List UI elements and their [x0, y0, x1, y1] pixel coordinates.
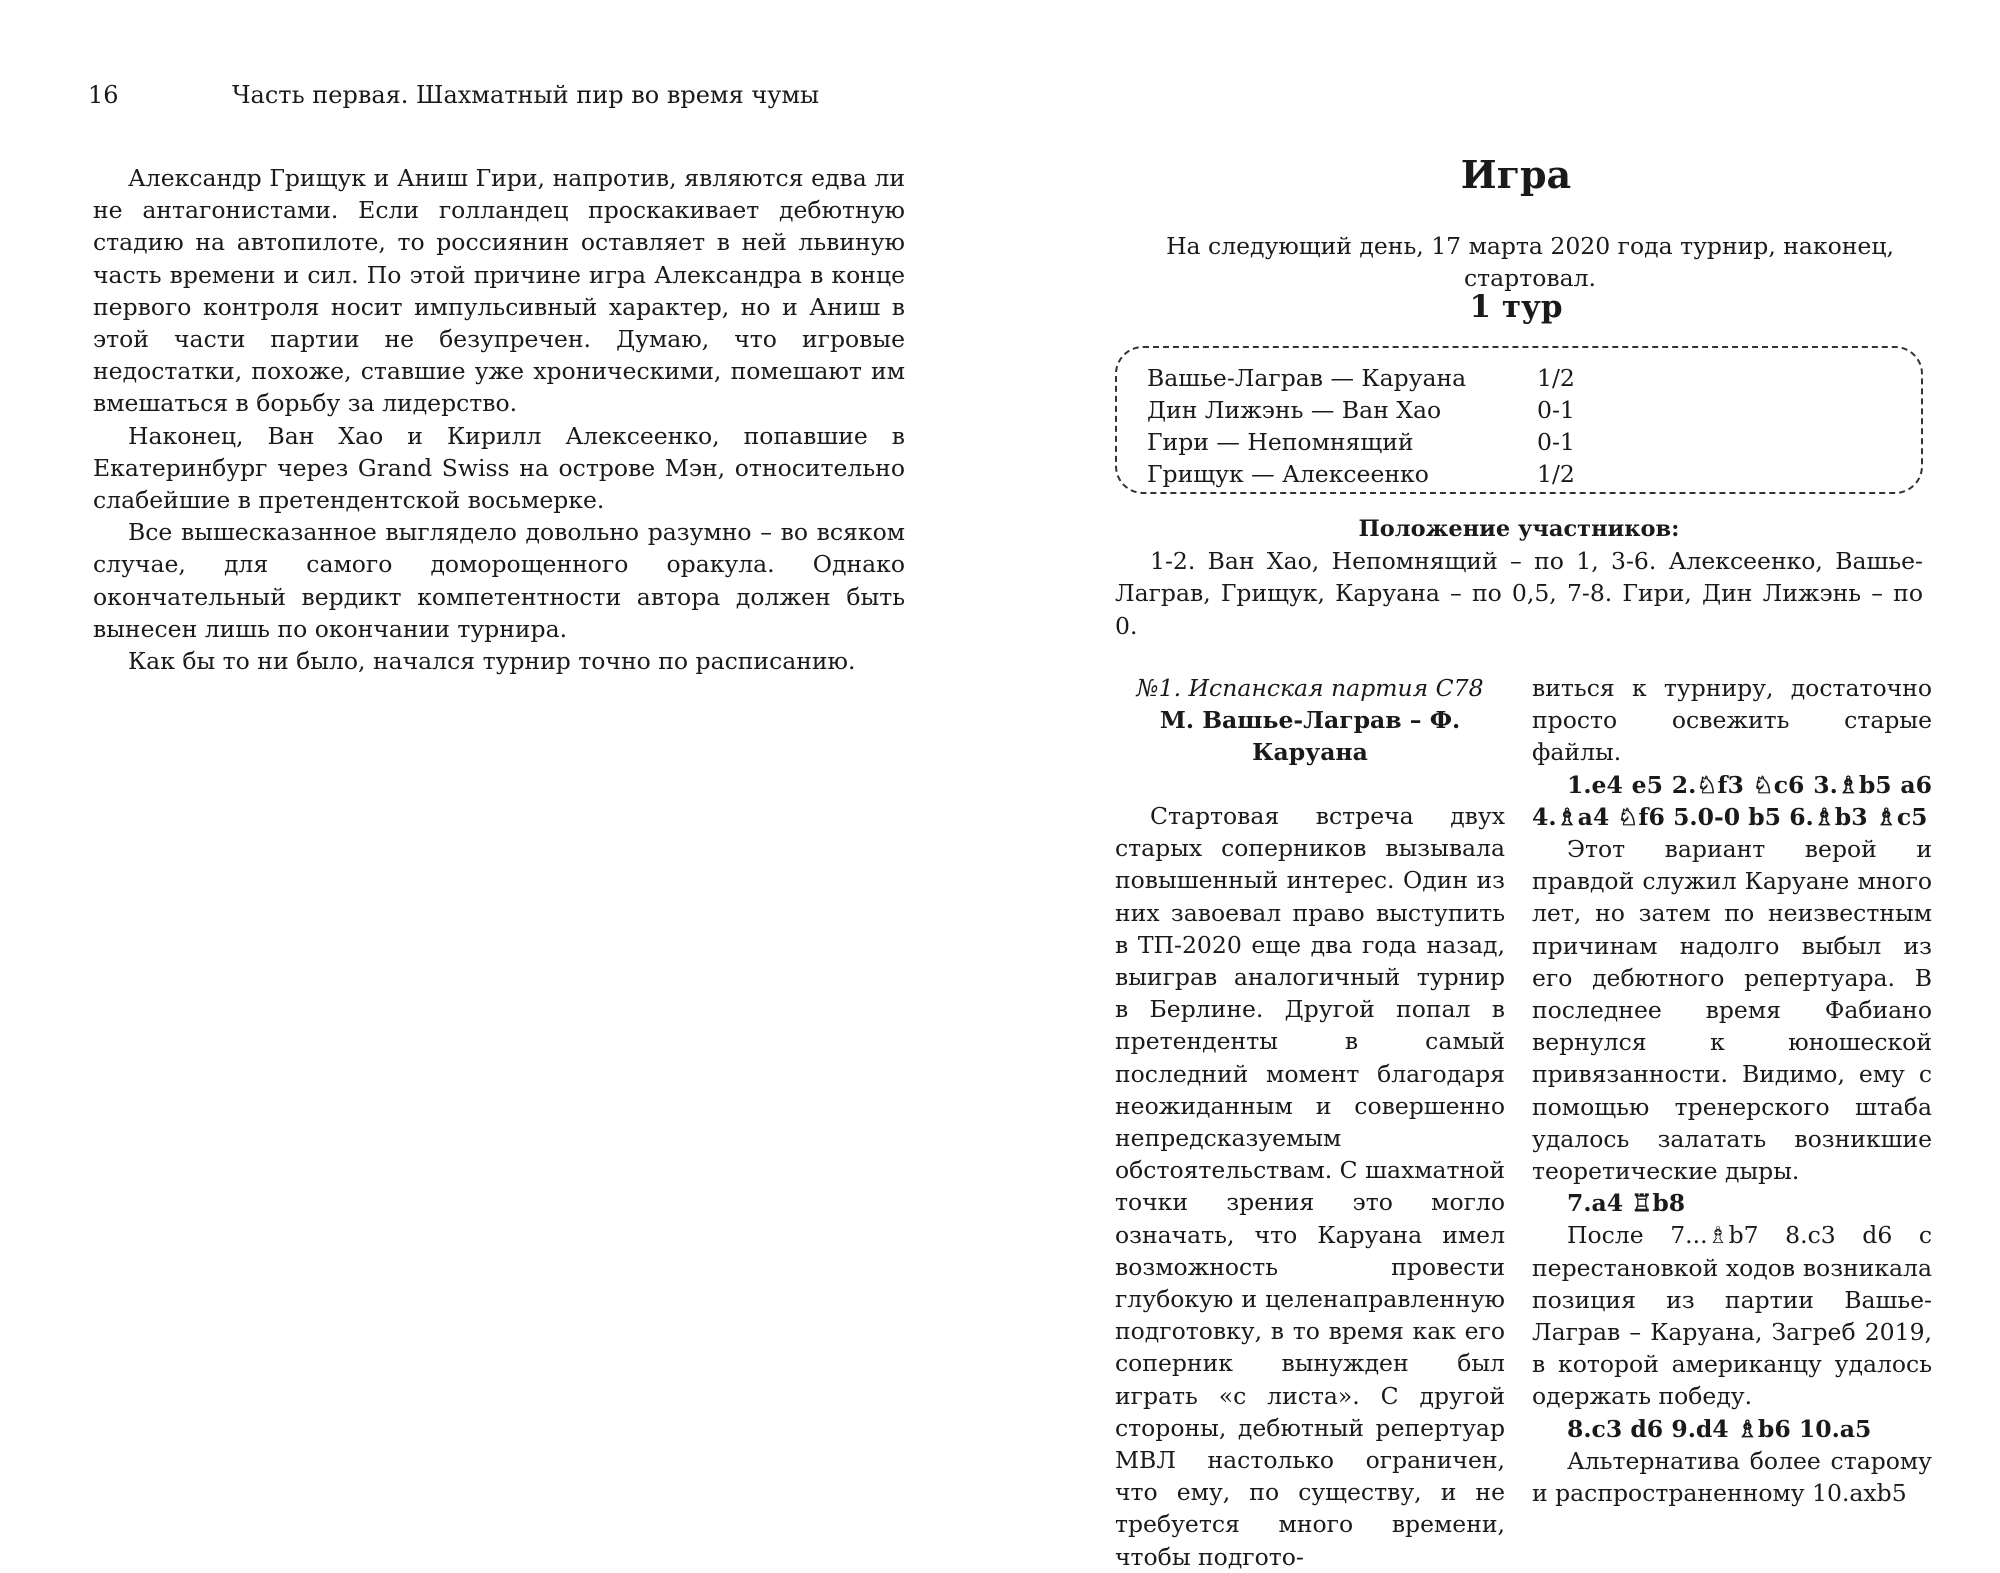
commentary-continuation: виться к турниру, достаточно просто освежить старые файлы. [1532, 674, 1932, 767]
game-moves: 1.e4 e5 2.♘f3 ♘c6 3.♗b5 a6 4.♗a4 ♘f6 5.0-0 b5 6.♗b3 ♗c5 [1532, 770, 1932, 831]
result-score: 1/2 [1537, 460, 1575, 488]
table-row [1147, 362, 1575, 394]
paragraph: Александр Грищук и Аниш Гири, напротив, являются едва ли не антагонистами. Если голландец проскакивает дебютную стадию на автопилоте, то россиянин оставляет в ней львиную часть времени и сил. По этой причине игра Александра в конце первого контроля носит импульсивный характер, но и Аниш в этой части партии не безупречен. Думаю, что игровые недостатки, похоже, ставшие уже хроническими, помешают им вмешаться в борьбу за лидерство. [93, 164, 905, 418]
result-pair: Вашье-Лаграв — Каруана [1147, 364, 1467, 392]
paragraph: Наконец, Ван Хао и Кирилл Алексеенко, попавшие в Екатеринбург через Grand Swiss на острове Мэн, относительно слабейшие в претендентской восьмерке. [93, 421, 905, 515]
running-head [88, 78, 819, 112]
result-pair: Грищук — Алексеенко [1147, 460, 1429, 488]
game-commentary: Стартовая встреча двух старых соперников вызывала повышенный интерес. Один из них завоевал право выступить в ТП-2020 еще два года назад, выиграв аналогичный турнир в Берлине. Другой попал в претенденты в самый последний момент благодаря неожиданным и совершенно непредсказуемым обстоятельствам. С шахматной точки зрения это могло означать, что Каруана имел возможность провести глубокую и целенаправленную подготовку, в то время как его соперник вынужден был играть «с листа». С другой стороны, дебютный репертуар МВЛ настолько ограничен, что ему, по существу, и не требуется много времени, чтобы подгото- [1115, 802, 1506, 1571]
left-page-body [93, 162, 905, 677]
result-score: 1/2 [1537, 364, 1575, 392]
game-moves: 8.c3 d6 9.d4 ♗b6 10.a5 [1567, 1414, 1872, 1443]
round-results-box [1115, 346, 1923, 494]
paragraph: Как бы то ни было, начался турнир точно по расписанию. [128, 647, 856, 676]
standings-title: Положение участников: [1358, 516, 1680, 542]
chapter-title: Часть первая. Шахматный пир во время чумы [232, 81, 820, 109]
game-column-left [1115, 672, 1505, 1573]
game-commentary: После 7...♗b7 8.c3 d6 с перестановкой ходов возникала позиция из партии Вашье-Лаграв – Каруана, Загреб 2019, в которой американцу удалось одержать победу. [1532, 1221, 1932, 1411]
standings-text: 1-2. Ван Хао, Непомнящий – по 1, 3-6. Алексеенко, Вашье-Лаграв, Грищук, Каруана – по 0,5, 7-8. Гири, Дин Лижэнь – по 0. [1115, 547, 1923, 640]
result-pair: Дин Лижэнь — Ван Хао [1147, 396, 1442, 424]
game-column-right [1532, 672, 1932, 1509]
game-moves: 7.a4 ♖b8 [1567, 1189, 1686, 1218]
paragraph: Все вышесказанное выглядело довольно разумно – во всяком случае, для самого доморощенного оракула. Однако окончательный вердикт компетентности автора должен быть вынесен лишь по окончании турнира. [93, 518, 905, 643]
result-score: 0-1 [1537, 428, 1575, 456]
page-number: 16 [88, 81, 119, 109]
table-row [1147, 394, 1575, 426]
result-score: 0-1 [1537, 396, 1575, 424]
right-page [1000, 0, 2000, 1571]
table-row [1147, 426, 1575, 458]
intro-text: На следующий день, 17 марта 2020 года турнир, наконец, стартовал. [1166, 232, 1894, 292]
game-commentary: Этот вариант верой и правдой служил Каруане много лет, но затем по неизвестным причинам надолго выбыл из его дебютного репертуара. В последнее время Фабиано вернулся к юношеской привязанности. Видимо, ему с помощью тренерского штаба удалось залатать возникшие теоретические дыры. [1532, 835, 1932, 1186]
result-pair: Гири — Непомнящий [1147, 428, 1414, 456]
game-commentary: Альтернатива более старому и распространенному 10.axb5 [1532, 1446, 1932, 1508]
game-number-opening: №1. Испанская партия С78 [1136, 674, 1484, 702]
table-row [1147, 458, 1575, 490]
round-title: 1 тур [1469, 289, 1563, 325]
results-table [1147, 362, 1575, 490]
section-title: Игра [1460, 152, 1572, 197]
game-players: М. Вашье-Лаграв – Ф. Каруана [1159, 706, 1461, 766]
left-page [0, 0, 1000, 1503]
